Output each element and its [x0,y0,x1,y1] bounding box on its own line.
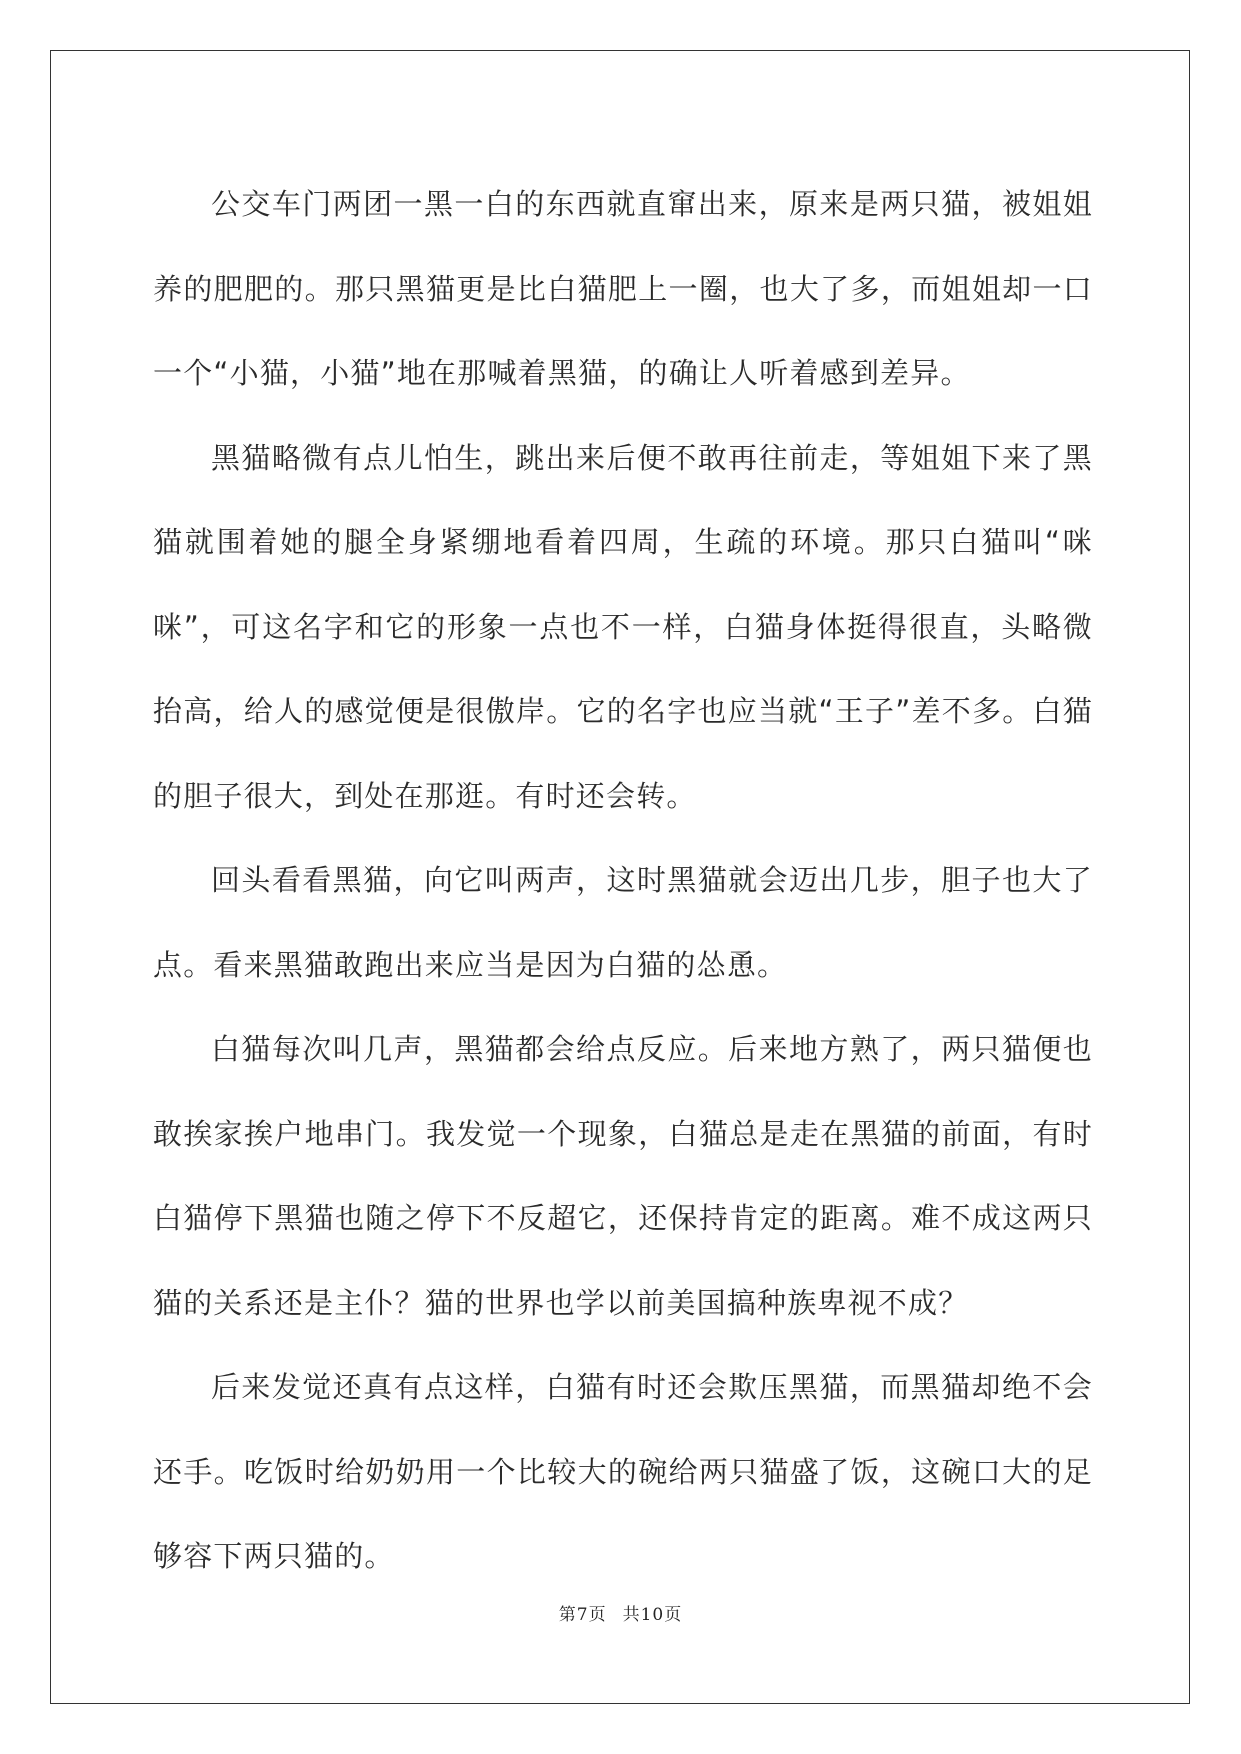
document-body [153,162,1093,1599]
paragraph-4: 白猫每次叫几声，黑猫都会给点反应。后来地方熟了，两只猫便也敢挨家挨户地串门。我发觉一个现象，白猫总是走在黑猫的前面，有时白猫停下黑猫也随之停下不反超它，还保持肯定的距离。难不成这两只猫的关系还是主仆？猫的世界也学以前美国搞种族卑视不成？ [153,1032,1093,1320]
page-number-current: 第7页 [558,1605,607,1625]
paragraph-3: 回头看看黑猫，向它叫两声，这时黑猫就会迈出几步，胆子也大了点。看来黑猫敢跑出来应当是因为白猫的怂恿。 [153,863,1093,982]
paragraph-5: 后来发觉还真有点这样，白猫有时还会欺压黑猫，而黑猫却绝不会还手。吃饭时给奶奶用一个比较大的碗给两只猫盛了饭，这碗口大的足够容下两只猫的。 [153,1370,1093,1573]
page-footer [0,1600,1241,1625]
page-number-total: 共10页 [622,1605,683,1625]
paragraph-2: 黑猫略微有点儿怕生，跳出来后便不敢再往前走，等姐姐下来了黑猫就围着她的腿全身紧绷地看着四周，生疏的环境。那只白猫叫“咪咪”，可这名字和它的形象一点也不一样，白猫身体挺得很直，头略微抬高，给人的感觉便是很傲岸。它的名字也应当就“王子”差不多。白猫的胆子很大，到处在那逛。有时还会转。 [153,440,1093,813]
paragraph-1: 公交车门两团一黑一白的东西就直窜出来，原来是两只猫，被姐姐养的肥肥的。那只黑猫更是比白猫肥上一圈，也大了多，而姐姐却一口一个“小猫，小猫”地在那喊着黑猫，的确让人听着感到差异。 [153,187,1093,390]
